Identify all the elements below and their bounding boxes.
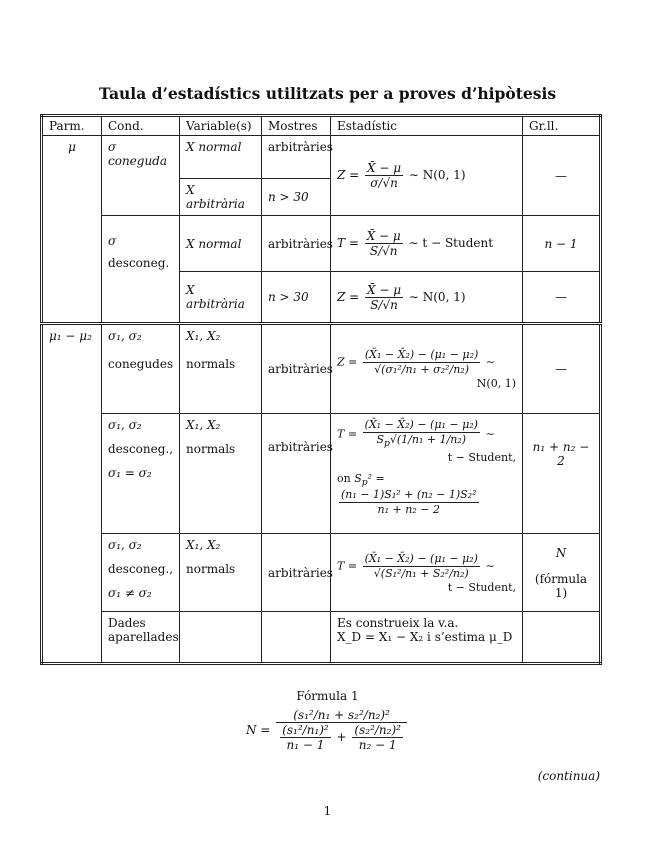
var-x12: X₁, X₂ normals: [180, 324, 262, 414]
table-row: [42, 324, 601, 414]
mostres-arbitraries: arbitràries: [262, 414, 331, 534]
mostres-n30: n > 30: [262, 272, 331, 324]
mostres-n30: n > 30: [262, 179, 331, 216]
dof-dash: —: [523, 272, 601, 324]
cond-known: σ₁, σ₂ conegudes: [102, 324, 180, 414]
formula1-label: Fórmula 1: [296, 689, 359, 703]
var-x-arbitrary: X arbitrària: [180, 272, 262, 324]
dof-n-1: n − 1: [523, 216, 601, 272]
z-dist: N(0, 1): [422, 168, 466, 182]
dof-dash: —: [523, 136, 601, 216]
header-variables: Variable(s): [180, 116, 262, 136]
page-number: 1: [323, 804, 332, 818]
stat-t-welch: T = $\frac{\text{(X̄₁ − X̄₂) − (μ₁ − μ₂)}}{\text{√(S₁²/n₁ + S₂²/n₂)}}$ ∼ t − Student,: [331, 534, 523, 612]
cond-unknown-neq: σ₁, σ₂ desconeg., σ₁ ≠ σ₂: [102, 534, 180, 612]
page-title: Taula d’estadístics utilitzats per a proves d’hipòtesis: [98, 84, 557, 103]
table-row: [42, 136, 601, 179]
statistics-table: [40, 114, 597, 665]
header-mostres: Mostres: [262, 116, 331, 136]
cond-sigma-known: σ coneguda: [102, 136, 180, 216]
header-cond: Cond.: [102, 116, 180, 136]
formula1-expression: N = (s₁²/n₁ + s₂²/n₂)² $\frac{\text{(s₁²/n₁)²}}{\text{n₁ − 1}}$ + $\frac{\text{(s₂²/n₂)²}}{\text{n₂ − 1}}$: [246, 708, 409, 752]
mostres-arbitraries: arbitràries: [262, 136, 331, 179]
stat-z-diff: Z = $\frac{\text{(X̄₁ − X̄₂) − (μ₁ − μ₂)}}{\text{√(σ₁²/n₁ + σ₂²/n₂)}}$ ∼ N(0, 1): [331, 324, 523, 414]
param-mu-diff: μ₁ − μ₂: [42, 324, 102, 664]
table-row: [42, 216, 601, 272]
dof-N: N (fórmula 1): [523, 534, 601, 612]
table-row: [42, 612, 601, 664]
var-x-normal: X normal: [180, 216, 262, 272]
cond-sigma-unknown: σ desconeg.: [102, 216, 180, 324]
var-x-arbitrary: X arbitrària: [180, 179, 262, 216]
stat-paired: Es construeix la v.a. X_D = X₁ − X₂ i s’estima μ_D: [331, 612, 523, 664]
var-x12: X₁, X₂ normals: [180, 414, 262, 534]
stat-z-unknown: Z = $\frac{X̄ - \mu}{S/√n}$ ∼ N(0, 1): [331, 272, 523, 324]
mostres-arbitraries: arbitràries: [262, 216, 331, 272]
table-row: [42, 534, 601, 612]
cond-unknown-eq: σ₁, σ₂ desconeg., σ₁ = σ₂: [102, 414, 180, 534]
stat-t: T = $\frac{X̄ - \mu}{S/√n}$ ∼ t − Student: [331, 216, 523, 272]
header-parm: Parm.: [42, 116, 102, 136]
mostres-arbitraries: arbitràries: [262, 534, 331, 612]
var-x12: X₁, X₂ normals: [180, 534, 262, 612]
header-grll: Gr.ll.: [523, 116, 601, 136]
var-x-normal: X normal: [180, 136, 262, 179]
header-row: [42, 116, 601, 136]
table-row: [42, 414, 601, 534]
cond-paired: Dades aparellades: [102, 612, 180, 664]
mostres-arbitraries: arbitràries: [262, 324, 331, 414]
param-mu: μ: [42, 136, 102, 324]
header-estadistic: Estadístic: [331, 116, 523, 136]
dof-dash: —: [523, 324, 601, 414]
stat-z-known: Z = $\frac{X̄ - \mu}{\sigma/√n}$ ∼ N(0, 1): [331, 136, 523, 216]
continua-note: (continua): [537, 769, 600, 783]
dof-n1n2: n₁ + n₂ − 2: [523, 414, 601, 534]
stat-t-pooled: T = $\frac{\text{(X̄₁ − X̄₂) − (μ₁ − μ₂)}}{S_p√(1/n_1 + 1/n_2)}$ ∼ t − Student, on $S_p^2$ = $\frac{\text{(n₁ − 1)S₁² + (n₂ − 1)S₂²}}{\text{n₁ + n₂ − 2}}$: [331, 414, 523, 534]
